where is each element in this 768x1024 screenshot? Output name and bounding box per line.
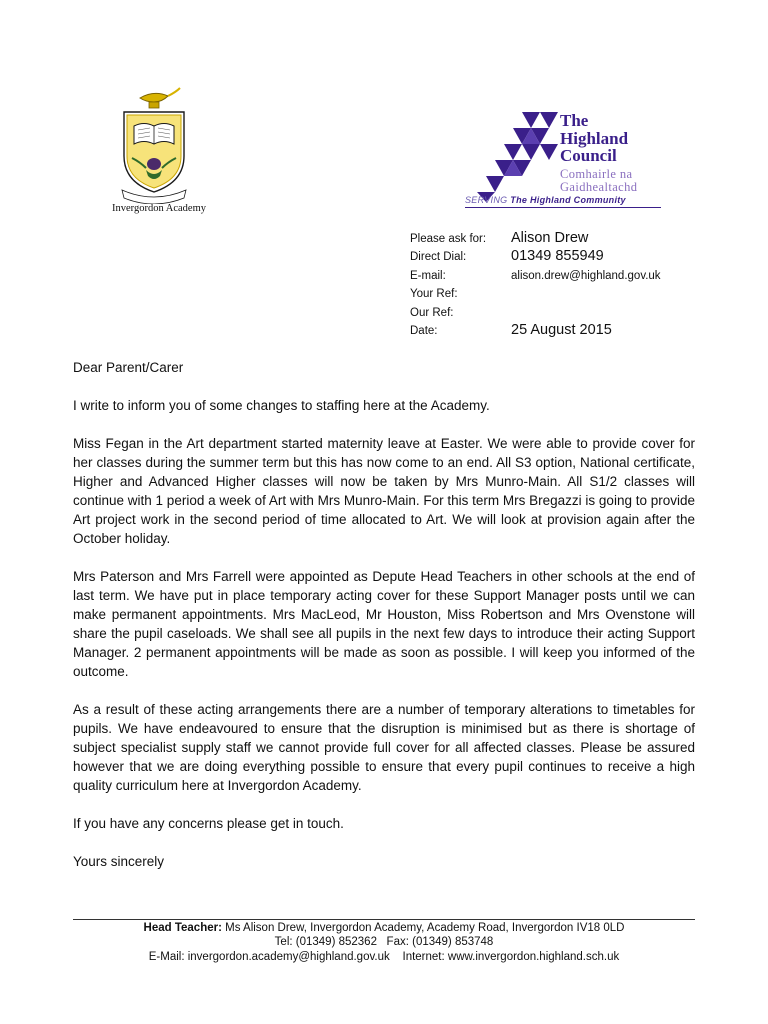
school-name: Invergordon Academy [112, 203, 206, 214]
ref-label: Date: [410, 324, 438, 337]
footer-internet-label: Internet: [402, 950, 445, 963]
letter-greeting: Dear Parent/Carer [73, 360, 184, 375]
footer-email-label: E-Mail: [148, 950, 185, 963]
tagline-prefix: SERVING [465, 195, 508, 205]
ref-label: Please ask for: [410, 233, 487, 245]
letter-paragraph: Miss Fegan in the Art department started maternity leave at Easter. We were able to provide cover for her classes during the summer term but this has now come to an end. All S3 option, National certificate, Higher and Advanced Higher classes will now be taken by Mrs Munro-Main. All S1/2 classes will continue with 1 period a week of Art with Mrs Munro-Main. For this term Mrs Bregazzi is going to provide Art project work in the second period of time allocated to Art. We will look at provision again after the October holiday. [73, 436, 695, 546]
footer-head-teacher-text: Ms Alison Drew, Invergordon Academy, Academy Road, Invergordon IV18 0LD [225, 922, 625, 934]
council-title-line: Highland [560, 128, 629, 148]
letter-paragraph: If you have any concerns please get in touch. [73, 816, 344, 831]
ref-label: Our Ref: [410, 306, 454, 319]
ref-value: Alison Drew [511, 230, 589, 246]
council-gaelic-name [560, 168, 637, 194]
council-gaelic-line: Gaidhealtachd [560, 180, 638, 194]
ref-label: E-mail: [410, 269, 446, 282]
footer-internet[interactable]: www.invergordon.highland.sch.uk [447, 950, 620, 963]
school-crest-logo [118, 86, 190, 204]
ref-value: 01349 855949 [511, 248, 604, 265]
letter-footer [73, 921, 695, 964]
letter-body [73, 358, 695, 890]
ref-label: Direct Dial: [410, 251, 467, 264]
tagline-text: The Highland Community [510, 195, 626, 205]
ref-label: Your Ref: [410, 288, 458, 301]
letter-paragraph: I write to inform you of some changes to staffing here at the Academy. [73, 398, 490, 413]
council-title [560, 112, 628, 165]
council-tagline [465, 195, 626, 205]
footer-email[interactable]: invergordon.academy@highland.gov.uk [187, 950, 390, 963]
footer-line-contact [73, 950, 695, 964]
letter-paragraph: As a result of these acting arrangements there are a number of temporary alterations to timetables for pupils. We have endeavoured to ensure that the disruption is minimised but as there is shortage of subject specialist supply staff we cannot provide full cover for all affected classes. Please be assured however that we are doing everything possible to ensure that every pupil continues to receive a high quality curriculum here at Invergordon Academy. [73, 702, 695, 793]
council-gaelic-line: Comhairle na [560, 167, 633, 181]
footer-phones: Tel: (01349) 852362 Fax: (01349) 853748 [274, 936, 494, 949]
letter-paragraph: Mrs Paterson and Mrs Farrell were appointed as Depute Head Teachers in other schools at the end of last term. We have put in place temporary acting cover for these Support Manager posts until we can make permanent appointments. Mrs MacLeod, Mr Houston, Miss Robertson and Mrs Ovenstone will share the pupil caseloads. We shall see all pupils in the next few days to introduce their acting Support Manager. 2 permanent appointments will be made as soon as possible. I will keep you informed of the outcome. [73, 569, 695, 679]
council-title-line: Council [560, 146, 617, 165]
letter-closing: Yours sincerely [73, 854, 165, 869]
ref-value-email[interactable]: alison.drew@highland.gov.uk [511, 269, 661, 282]
footer-head-teacher-label: Head Teacher: [143, 922, 222, 934]
ref-value-date: 25 August 2015 [511, 321, 612, 338]
footer-line-address [73, 921, 695, 935]
council-divider [465, 207, 661, 208]
footer-divider [73, 919, 695, 920]
council-title-line: The [560, 111, 589, 130]
